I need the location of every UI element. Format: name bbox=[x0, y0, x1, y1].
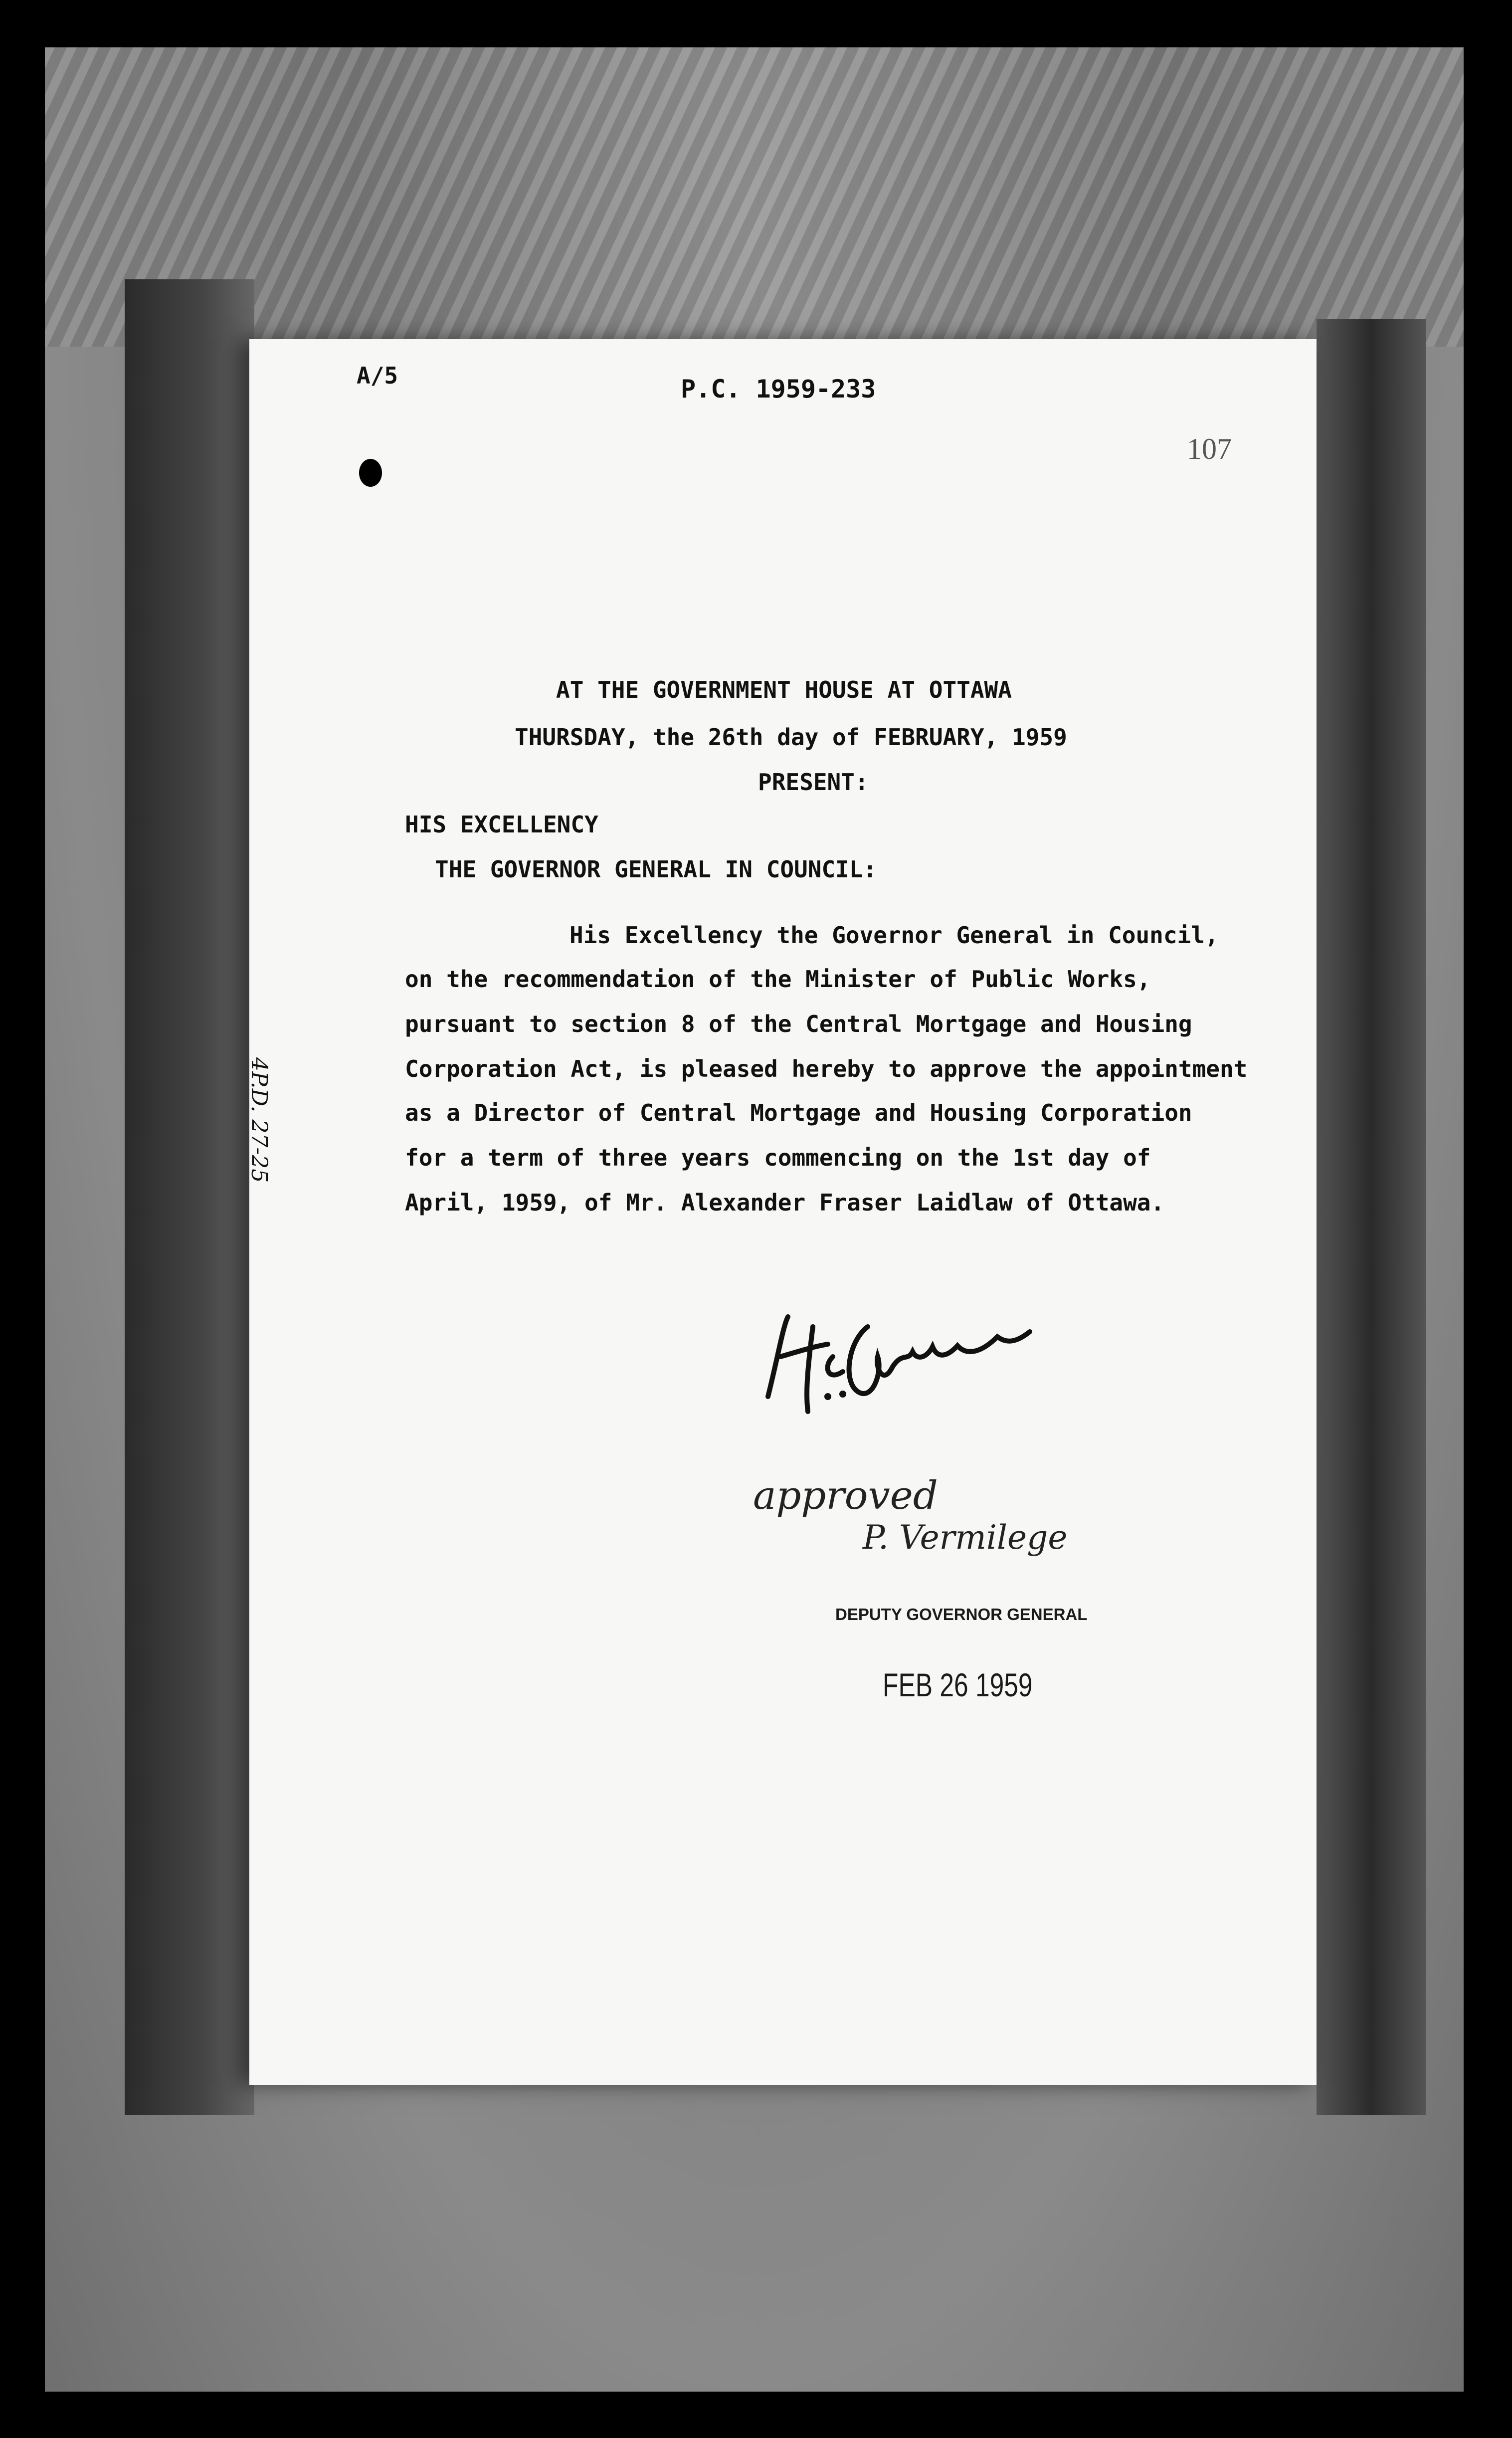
approval-note-line-2: P. Vermilege bbox=[863, 1518, 1068, 1557]
signatory-title: DEPUTY GOVERNOR GENERAL bbox=[835, 1605, 1088, 1624]
page-shadow-right bbox=[1317, 319, 1426, 2115]
file-mark: A/5 bbox=[357, 362, 398, 389]
margin-note: 4P.D. 27-25 bbox=[246, 1057, 272, 1183]
governor-signature bbox=[758, 1297, 1037, 1426]
body-line: on the recommendation of the Minister of Public Works, bbox=[405, 966, 1151, 993]
folio-number: 107 bbox=[1187, 432, 1232, 465]
order-number: P.C. 1959-233 bbox=[681, 375, 876, 404]
page-shadow-left bbox=[125, 279, 254, 2115]
present-label: PRESENT: bbox=[758, 769, 869, 796]
punch-hole bbox=[359, 459, 382, 487]
addressee-line-1: HIS EXCELLENCY bbox=[405, 811, 598, 838]
date-stamp: FEB 26 1959 bbox=[883, 1666, 1033, 1703]
body-line: for a term of three years commencing on the 1st day of bbox=[405, 1144, 1151, 1171]
approval-note-line-1: approved bbox=[753, 1473, 938, 1518]
body-line: His Excellency the Governor General in Council, bbox=[569, 922, 1219, 949]
addressee-line-2: THE GOVERNOR GENERAL IN COUNCIL: bbox=[435, 856, 877, 883]
heading-line-1: AT THE GOVERNMENT HOUSE AT OTTAWA bbox=[556, 676, 1012, 703]
heading-line-2: THURSDAY, the 26th day of FEBRUARY, 1959 bbox=[515, 724, 1067, 751]
body-line: pursuant to section 8 of the Central Mortgage and Housing bbox=[405, 1011, 1192, 1037]
scan-texture bbox=[45, 47, 1464, 347]
body-line: as a Director of Central Mortgage and Housing Corporation bbox=[405, 1099, 1192, 1126]
body-line: Corporation Act, is pleased hereby to approve the appointment bbox=[405, 1055, 1248, 1082]
body-line: April, 1959, of Mr. Alexander Fraser Laidlaw of Ottawa. bbox=[405, 1189, 1165, 1216]
